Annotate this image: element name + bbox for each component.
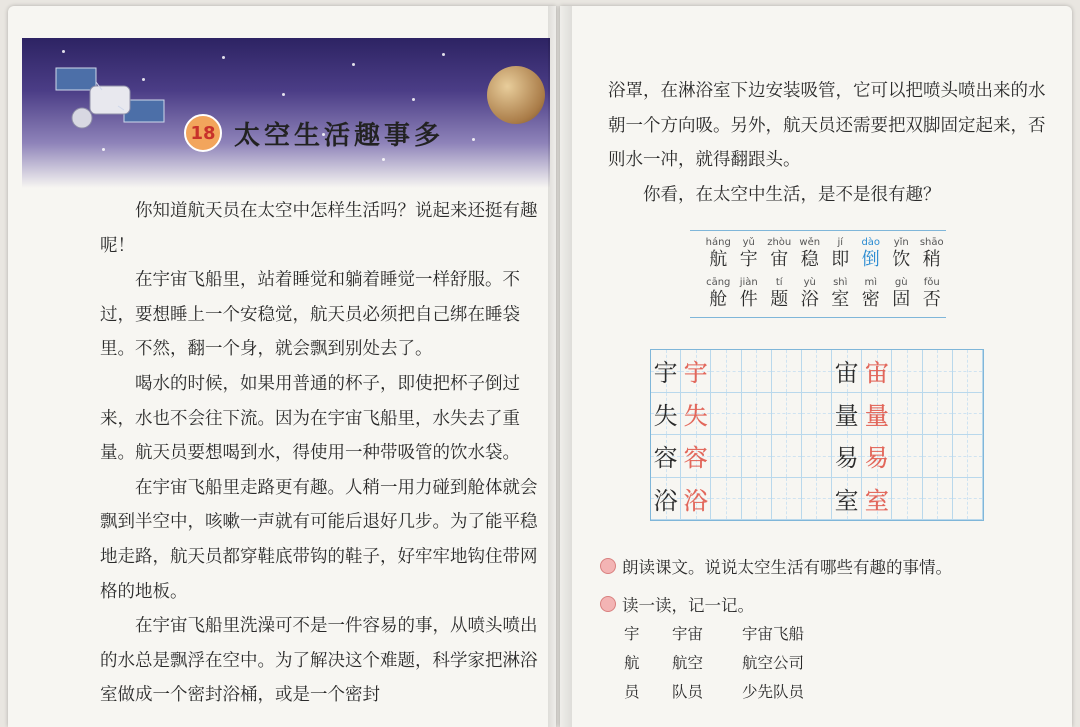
paragraph: 在宇宙飞船里洗澡可不是一件容易的事，从喷头喷出的水总是飘浮在空中。为了解决这个难题，科学家把淋浴室做成一个密封浴桶，或是一个密封 [100,616,538,706]
grid-cell-empty[interactable] [772,393,802,436]
char-item-highlighted: dào 倒 [861,237,881,270]
grid-cell-empty[interactable] [711,393,741,436]
grid-cell-empty[interactable] [711,435,741,478]
grid-cell-empty[interactable] [953,435,983,478]
grid-cell-model: 失 [651,393,681,436]
grid-cell-empty[interactable] [892,350,922,393]
book-spine [548,6,572,727]
grid-cell-trace: 容 [681,435,711,478]
char-item: shì 室 [831,277,850,310]
grid-cell-empty[interactable] [892,393,922,436]
grid-cell-empty[interactable] [742,435,772,478]
paragraph: 在宇宙飞船里，站着睡觉和躺着睡觉一样舒服。不过，要想睡上一个安稳觉，航天员必须把自己绑在睡袋里。不然，翻一个身，就会飘到别处去了。 [100,270,520,360]
grid-cell-empty[interactable] [923,478,953,521]
grid-cell-empty[interactable] [892,478,922,521]
char-item: yǐn 饮 [892,237,911,270]
grid-cell-empty[interactable] [953,478,983,521]
char-item: zhòu 宙 [767,237,792,270]
exercise-2 [600,592,754,616]
planet-illustration [487,66,545,124]
grid-cell-model: 室 [832,478,862,521]
paragraph: 你知道航天员在太空中怎样生活吗？说起来还挺有趣呢！ [100,201,538,256]
grid-cell-trace: 宇 [681,350,711,393]
char-item: jí 即 [831,237,850,270]
lesson-title [184,114,444,152]
new-characters-box [690,230,946,318]
grid-cell-model: 宙 [832,350,862,393]
grid-cell-model: 浴 [651,478,681,521]
grid-cell-empty[interactable] [772,478,802,521]
grid-cell-empty[interactable] [892,435,922,478]
exercise-bullet-icon [600,596,616,612]
vocab-row: 航 航空 航空公司 [624,654,805,672]
paragraph: 在宇宙飞船里走路更有趣。人稍一用力碰到舱体就会飘到半空中，咳嗽一声就有可能后退好几步。为了能平稳地走路，航天员都穿鞋底带钩的鞋子，好牢牢地钩住带网格的地板。 [100,477,538,602]
grid-cell-empty[interactable] [802,435,832,478]
grid-cell-empty[interactable] [772,350,802,393]
grid-cell-trace: 量 [862,393,892,436]
exercise-2-text: 读一读，记一记。 [622,596,754,615]
char-item: gù 固 [892,277,911,310]
space-banner [22,38,550,188]
char-item: mì 密 [861,277,880,310]
char-item: fǒu 否 [922,277,941,310]
exercise-1 [600,554,952,578]
char-item: jiàn 件 [739,277,758,310]
grid-cell-empty[interactable] [742,393,772,436]
lesson-title-text: 太空生活趣事多 [234,120,445,151]
satellite-illustration [52,60,172,140]
vocab-list [624,620,804,707]
char-item: háng 航 [705,237,731,270]
paragraph: 浴罩，在淋浴室下边安装吸管，它可以把喷头喷出来的水朝一个方向吸。另外，航天员还需要把双脚固定起来，否则水一冲，就得翻跟头。 [608,81,1046,171]
char-item: yù 浴 [800,277,819,310]
lesson-number-badge: 18 [184,114,222,152]
character-writing-grid [650,349,984,521]
exercise-bullet-icon [600,558,616,574]
grid-cell-empty[interactable] [923,350,953,393]
exercise-1-text: 朗读课文。说说太空生活有哪些有趣的事情。 [622,558,952,577]
grid-cell-empty[interactable] [953,393,983,436]
char-item: wěn 稳 [799,237,821,270]
grid-cell-empty[interactable] [953,350,983,393]
left-page [8,6,556,727]
grid-cell-trace: 室 [862,478,892,521]
grid-cell-model: 易 [832,435,862,478]
grid-cell-empty[interactable] [802,350,832,393]
char-item: yǔ 宇 [739,237,758,270]
grid-cell-trace: 宙 [862,350,892,393]
grid-cell-model: 宇 [651,350,681,393]
grid-cell-empty[interactable] [711,478,741,521]
lesson-body-right [608,74,1048,212]
grid-cell-empty[interactable] [742,350,772,393]
grid-cell-empty[interactable] [772,435,802,478]
char-item: tí 题 [770,277,789,310]
grid-cell-trace: 浴 [681,478,711,521]
vocab-row: 宇 宇宙 宇宙飞船 [624,625,805,643]
new-characters-row-1 [690,237,946,271]
new-characters-row-2 [690,277,946,311]
grid-cell-trace: 易 [862,435,892,478]
char-item: shāo 稍 [919,237,944,270]
paragraph: 喝水的时候，如果用普通的杯子，即使把杯子倒过来，水也不会往下流。因为在宇宙飞船里，水失去了重量。航天员要想喝到水，得使用一种带吸管的饮水袋。 [100,373,520,464]
char-item: cāng 舱 [706,277,731,310]
vocab-row: 员 队员 少先队员 [624,683,805,701]
grid-cell-empty[interactable] [742,478,772,521]
grid-cell-model: 量 [832,393,862,436]
grid-cell-empty[interactable] [923,393,953,436]
grid-cell-empty[interactable] [802,478,832,521]
grid-cell-model: 容 [651,435,681,478]
lesson-body-left [100,194,538,713]
grid-cell-empty[interactable] [802,393,832,436]
paragraph: 你看，在太空中生活，是不是很有趣？ [643,184,941,205]
grid-cell-empty[interactable] [923,435,953,478]
grid-cell-trace: 失 [681,393,711,436]
grid-cell-empty[interactable] [711,350,741,393]
